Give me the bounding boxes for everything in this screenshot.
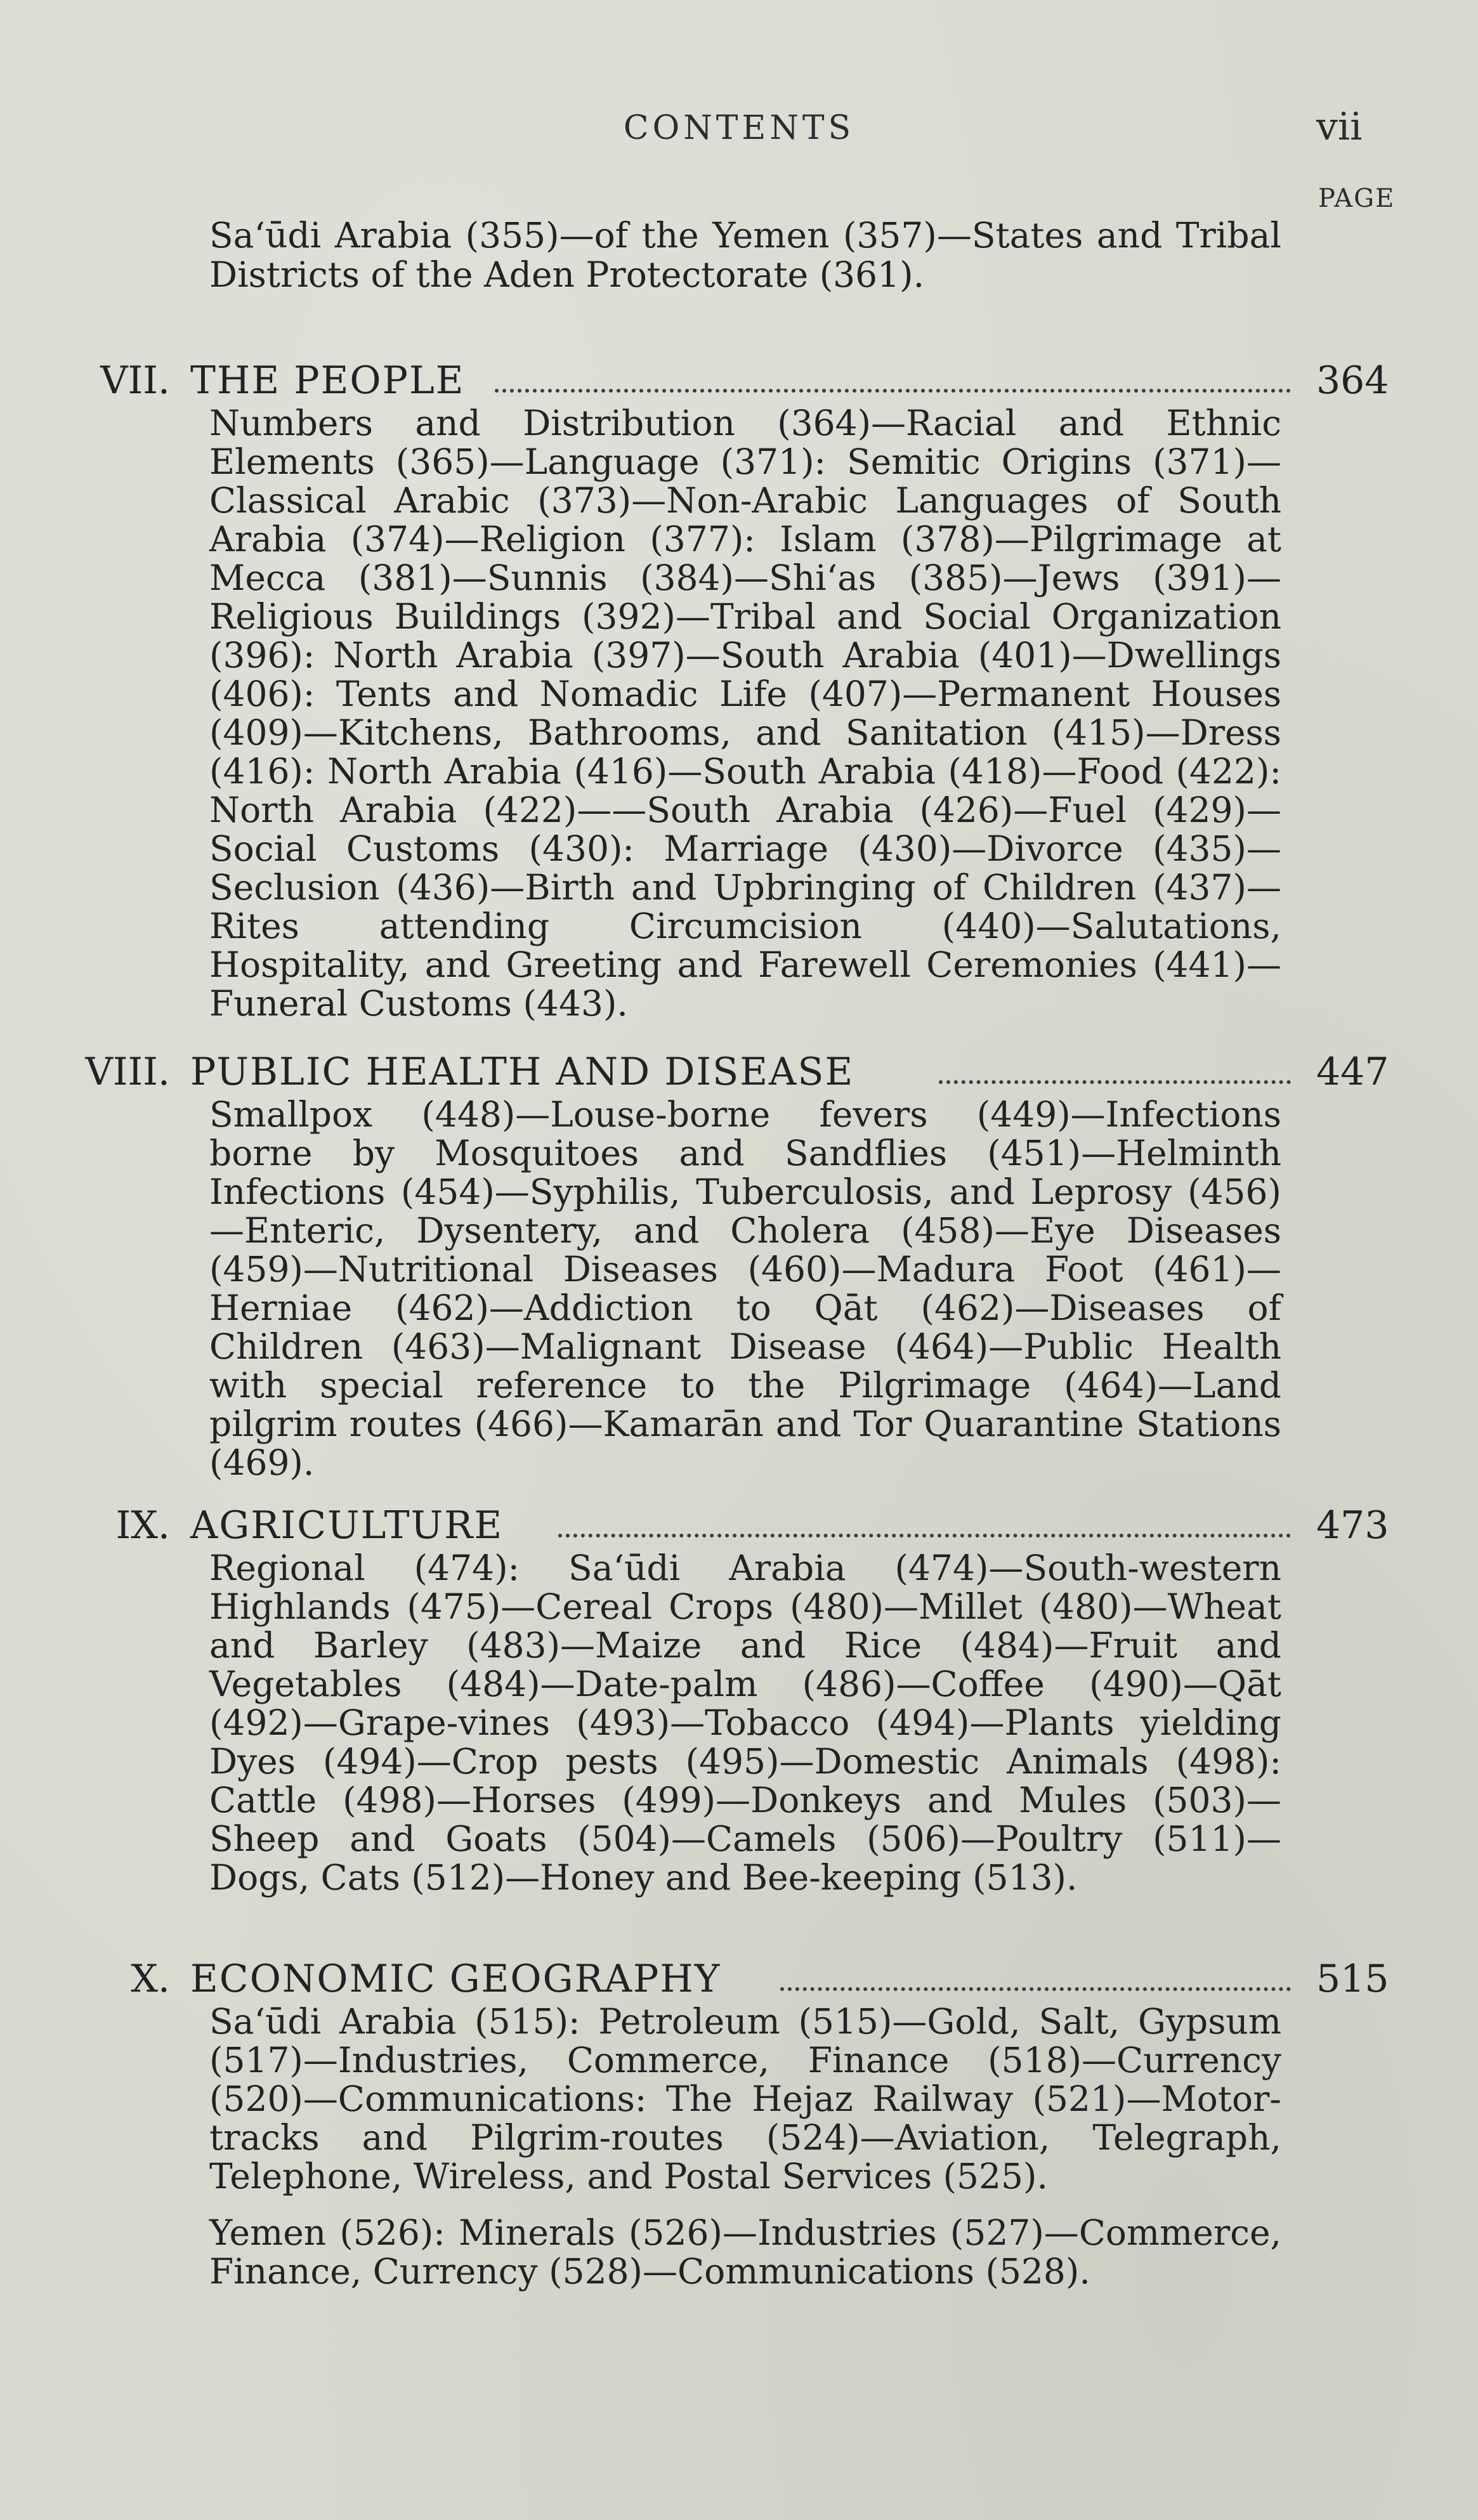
chapter-summary <box>209 1095 1281 1500</box>
dot-leader <box>495 389 1291 393</box>
dot-leader <box>780 1987 1291 1991</box>
chapter-summary-paragraph: Numbers and Distribution (364)—Racial and Ethnic Elements (365)—Language (371): Semitic Origins (371)—Classical Arabic (373)—Non-Arabic Languages of South Arabia (374)—Religion (377): Islam (378)—Pilgrimage at Mecca (381)—Sunnis (384)—Shi‘as (385)—Jews (391)—Religious Buildings (392)—Tribal and Social Organization (396): North Arabia (397)—South Arabia (401)—Dwellings (406): Tents and Nomadic Life (407)—Permanent Houses (409)—Kitchens, Bathrooms, and Sanitation (415)—Dress (416): North Arabia (416)—South Arabia (418)—Food (422): North Arabia (422)——South Arabia (426)—Fuel (429)—Social Customs (430): Marriage (430)—Divorce (435)—Seclusion (436)—Birth and Upbringing of Children (437)—Rites attending Circumcision (440)—Salutations, Hospitality, and Greeting and Farewell Ceremonies (441)—Funeral Customs (443). <box>209 403 1281 1024</box>
chapter-summary-paragraph: Yemen (526): Minerals (526)—Industries (527)—Commerce, Finance, Currency (528)—Communications (528). <box>209 2212 1281 2292</box>
running-head: CONTENTS <box>623 109 855 147</box>
chapter-number: VII. <box>100 358 170 403</box>
chapter-summary-paragraph: Sa‘ūdi Arabia (515): Petroleum (515)—Gold, Salt, Gypsum (517)—Industries, Commerce, Finance (518)—Currency (520)—Communications: The Hejaz Railway (521)—Motor-tracks and Pilgrim-routes (524)—Aviation, Telegraph, Telephone, Wireless, and Postal Services (525). <box>209 2001 1281 2197</box>
chapter-title: AGRICULTURE <box>190 1503 504 1548</box>
dot-leader <box>939 1080 1291 1084</box>
chapter-heading <box>0 1050 1478 1094</box>
chapter-summary <box>209 2002 1281 2309</box>
chapter-summary <box>209 404 1281 1041</box>
chapter-summary-paragraph: Smallpox (448)—Louse-borne fevers (449)—Infections borne by Mosquitoes and Sandflies (451)—Helminth Infections (454)—Syphilis, Tuberculosis, and Leprosy (456)—Enteric, Dysentery, and Cholera (458)—Eye Diseases (459)—Nutritional Diseases (460)—Madura Foot (461)—Herniae (462)—Addiction to Qāt (462)—Diseases of Children (463)—Malignant Disease (464)—Public Health with special reference to the Pilgrimage (464)—Land pilgrim routes (466)—Kamarān and Tor Quarantine Stations (469). <box>209 1094 1281 1483</box>
chapter-number: VIII. <box>85 1050 170 1094</box>
chapter-summary-paragraph: Regional (474): Sa‘ūdi Arabia (474)—South-western Highlands (475)—Cereal Crops (480)—Millet (480)—Wheat and Barley (483)—Maize and Rice (484)—Fruit and Vegetables (484)—Date-palm (486)—Coffee (490)—Qāt (492)—Grape-vines (493)—Tobacco (494)—Plants yielding Dyes (494)—Crop pests (495)—Domestic Animals (498): Cattle (498)—Horses (499)—Donkeys and Mules (503)—Sheep and Goats (504)—Camels (506)—Poultry (511)—Dogs, Cats (512)—Honey and Bee-keeping (513). <box>209 1548 1281 1898</box>
dot-leader <box>558 1534 1291 1537</box>
page-column-label: PAGE <box>1318 184 1396 213</box>
chapter-number: X. <box>131 1957 170 2001</box>
chapter-page-number: 473 <box>1316 1503 1389 1548</box>
chapter-heading <box>0 358 1478 403</box>
intro-continuation: Sa‘ūdi Arabia (355)—of the Yemen (357)—States and Tribal Districts of the Aden Protectorate (361). <box>209 215 1281 295</box>
chapter-heading <box>0 1503 1478 1548</box>
chapter-page-number: 447 <box>1316 1050 1389 1094</box>
chapter-page-number: 364 <box>1316 358 1389 403</box>
chapter-number: IX. <box>115 1503 170 1548</box>
chapter-page-number: 515 <box>1316 1957 1389 2001</box>
chapter-title: THE PEOPLE <box>190 358 465 403</box>
page-folio: vii <box>1316 105 1363 149</box>
chapter-title: ECONOMIC GEOGRAPHY <box>190 1957 721 2001</box>
chapter-title: PUBLIC HEALTH AND DISEASE <box>190 1050 854 1094</box>
chapter-summary <box>209 1549 1281 1915</box>
chapter-heading <box>0 1957 1478 2001</box>
